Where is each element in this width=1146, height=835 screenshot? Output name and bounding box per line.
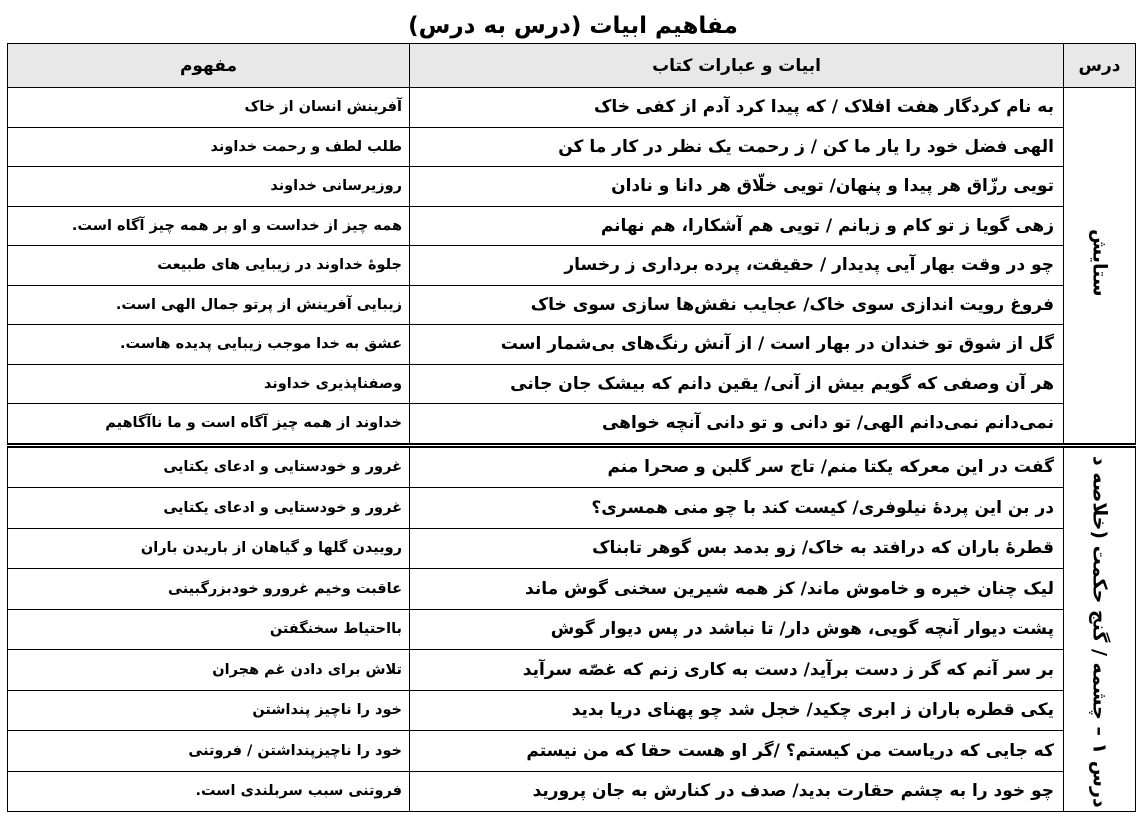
concept-cell: زیبایی آفرینش از پرتو جمال الهی است.	[8, 285, 410, 325]
table-body	[8, 88, 1136, 812]
header-concept: مفهوم	[8, 44, 410, 88]
verse-cell: فروغ رویت اندازی سوی خاک/ عجایب نقش‌ها سازی سوی خاک	[410, 285, 1064, 325]
table-header-row	[8, 44, 1136, 88]
header-verses: ابیات و عبارات کتاب	[410, 44, 1064, 88]
table-row	[8, 206, 1136, 246]
table-row	[8, 404, 1136, 446]
table-row	[8, 325, 1136, 365]
concept-cell: خداوند از همه چیز آگاه است و ما ناآگاهیم	[8, 404, 410, 446]
table-row	[8, 88, 1136, 128]
concept-cell: غرور و خودستایی و ادعای یکتایی	[8, 445, 410, 488]
verse-cell: یکی قطره باران ز ابری چکید/ خجل شد چو پهنای دریا بدید	[410, 690, 1064, 731]
table-row	[8, 609, 1136, 650]
verse-cell: هر آن وصفی که گویم بیش از آنی/ یقین دانم که بیشک جان جانی	[410, 364, 1064, 404]
verse-cell: زهی گویا ز تو کام و زبانم / تویی هم آشکارا، هم نهانم	[410, 206, 1064, 246]
concept-cell: عاقبت وخیم غرورو خودبزرگبینی	[8, 569, 410, 610]
verse-cell: که جایی که دریاست من کیستم؟ /گر او هست حقا که من نیستم	[410, 731, 1064, 772]
verse-cell: تویی رزّاق هر پیدا و پنهان/ تویی خلّاق هر دانا و نادان	[410, 167, 1064, 207]
table-row	[8, 246, 1136, 286]
concept-cell: طلب لطف و رحمت خداوند	[8, 127, 410, 167]
concept-cell: وصفناپذیری خداوند	[8, 364, 410, 404]
table-row	[8, 771, 1136, 812]
lesson-label: درس ۱ – چشمه / گنج حکمت (خلاصه د	[1088, 455, 1111, 808]
table-row	[8, 569, 1136, 610]
header-lesson: درس	[1064, 44, 1136, 88]
verse-cell: به نام کردگار هفت افلاک / که پیدا کرد آدم از کفی خاک	[410, 88, 1064, 128]
concept-cell: تلاش برای دادن غم هجران	[8, 650, 410, 691]
table-row	[8, 364, 1136, 404]
concept-cell: فروتنی سبب سربلندی است.	[8, 771, 410, 812]
verse-cell: چو خود را به چشم حقارت بدید/ صدف در کنارش به جان پرورید	[410, 771, 1064, 812]
concept-cell: غرور و خودستایی و ادعای یکتایی	[8, 488, 410, 529]
table-row	[8, 528, 1136, 569]
verse-cell: لیک چنان خیره و خاموش ماند/ کز همه شیرین سخنی گوش ماند	[410, 569, 1064, 610]
table-row	[8, 167, 1136, 207]
lesson-label: ستایش	[1088, 229, 1111, 298]
verse-cell: گل از شوق تو خندان در بهار است / از آنش رنگ‌های بی‌شمار است	[410, 325, 1064, 365]
table-row	[8, 731, 1136, 772]
verse-cell: قطرهٔ باران که درافتد به خاک/ زو بدمد بس گوهر تابناک	[410, 528, 1064, 569]
concept-cell: همه چیز از خداست و او بر همه چیز آگاه است.	[8, 206, 410, 246]
verse-cell: پشت دیوار آنچه گویی، هوش دار/ تا نباشد در پس دیوار گوش	[410, 609, 1064, 650]
table-row	[8, 488, 1136, 529]
lesson-cell	[1064, 88, 1136, 446]
verse-cell: بر سر آنم که گر ز دست برآید/ دست به کاری زنم که غصّه سرآید	[410, 650, 1064, 691]
concept-cell: عشق به خدا موجب زیبایی پدیده هاست.	[8, 325, 410, 365]
concept-cell: روزیرسانی خداوند	[8, 167, 410, 207]
table-row	[8, 127, 1136, 167]
table-row	[8, 650, 1136, 691]
lesson-cell	[1064, 445, 1136, 812]
table-row	[8, 690, 1136, 731]
page-title: مفاهیم ابیات (درس به درس)	[408, 13, 738, 39]
concept-cell: خود را ناچیزپنداشتن / فروتنی	[8, 731, 410, 772]
verse-cell: نمی‌دانم نمی‌دانم الهی/ تو دانی و تو دانی آنچه خواهی	[410, 404, 1064, 446]
concepts-table	[7, 43, 1136, 812]
verse-cell: گفت در این معرکه یکتا منم/ تاج سر گلبن و صحرا منم	[410, 445, 1064, 488]
concept-cell: خود را ناچیز پنداشتن	[8, 690, 410, 731]
table-row	[8, 285, 1136, 325]
concept-cell: جلوهٔ خداوند در زیبایی های طبیعت	[8, 246, 410, 286]
verse-cell: در بن این پردهٔ نیلوفری/ کیست کند با چو منی همسری؟	[410, 488, 1064, 529]
table-row	[8, 445, 1136, 488]
concept-cell: روییدن گلها و گیاهان از باریدن باران	[8, 528, 410, 569]
verse-cell: الهی فضل خود را یار ما کن / ز رحمت یک نظر در کار ما کن	[410, 127, 1064, 167]
verse-cell: چو در وقت بهار آیی پدیدار / حقیقت، پرده برداری ز رخسار	[410, 246, 1064, 286]
concept-cell: آفرینش انسان از خاک	[8, 88, 410, 128]
concept-cell: بااحتیاط سخنگفتن	[8, 609, 410, 650]
